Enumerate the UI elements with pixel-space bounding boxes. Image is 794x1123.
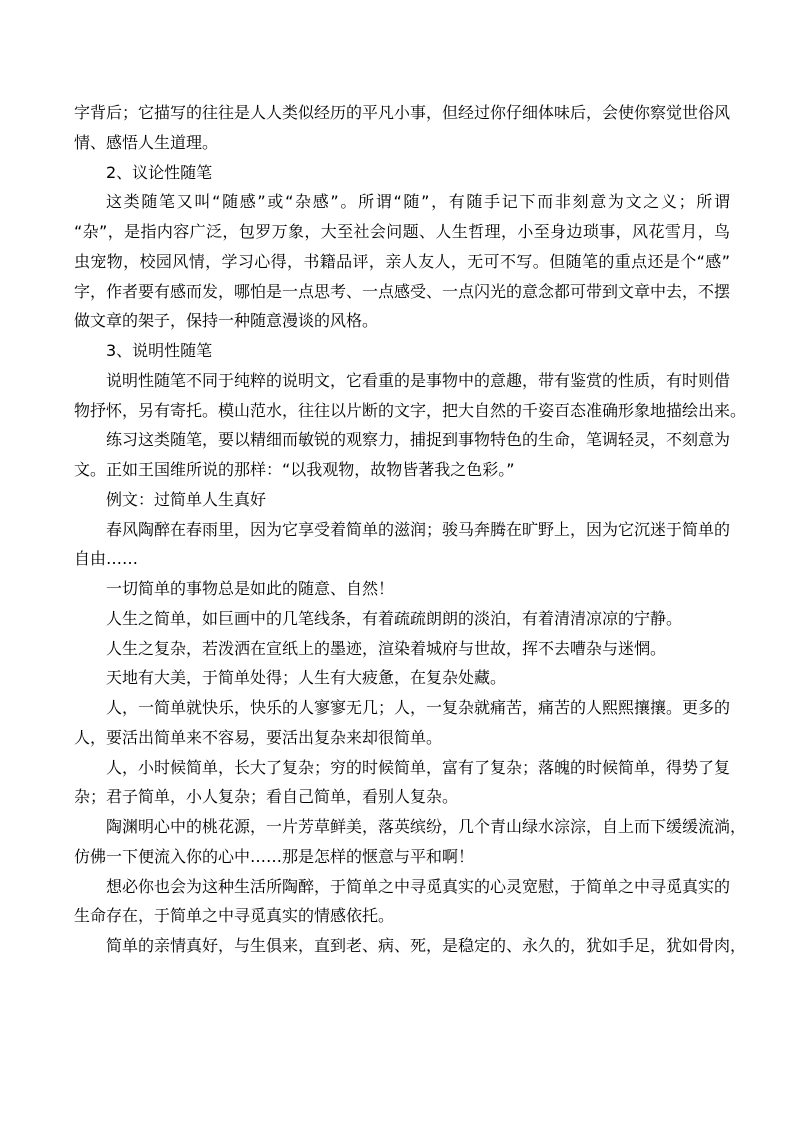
section-heading: 2、议论性随笔	[106, 162, 213, 182]
text-line: 说明性随笔不同于纯粹的说明文，它看重的是事物中的意趣，带有鉴赏的性质，有时则借	[106, 370, 731, 390]
example-title: 例文：过简单人生真好	[106, 489, 267, 509]
text-line: 人，小时候简单，长大了复杂；穷的时候简单，富有了复杂；落魄的时候简单，得势了复	[106, 757, 731, 777]
text-line: 仿佛一下便流入你的心中……那是怎样的惬意与平和啊！	[74, 846, 475, 866]
section-heading: 3、说明性随笔	[106, 341, 213, 360]
text-line: 自由……	[74, 549, 139, 569]
document-body	[74, 98, 747, 961]
text-line: 人，要活出简单来不容易，要活出复杂来却很简单。	[74, 727, 443, 747]
text-line: 虫宠物，校园风情，学习心得，书籍品评，亲人友人，无可不写。但随笔的重点还是个“感”	[74, 251, 730, 271]
text-line: 字背后；它描写的往往是人人类似经历的平凡小事，但经过你仔细体味后，会使你察觉世俗风	[74, 103, 731, 122]
text-line: 情、感悟人生道理。	[74, 132, 219, 152]
text-line: 一切简单的事物总是如此的随意、自然！	[106, 579, 395, 598]
text-line: 做文章的架子，保持一种随意漫谈的风格。	[74, 311, 379, 331]
text-line: 天地有大美，于简单处得；人生有大疲惫，在复杂处藏。	[106, 668, 507, 688]
text-line: 生命存在，于简单之中寻觅真实的情感依托。	[74, 906, 395, 926]
text-line: 练习这类随笔，要以精细而敏锐的观察力，捕捉到事物特色的生命，笔调轻灵，不刻意为	[106, 430, 731, 450]
text-line: 人，一简单就快乐，快乐的人寥寥无几；人，一复杂就痛苦，痛苦的人熙熙攘攘。更多的	[106, 698, 731, 717]
text-line: 字，作者要有感而发，哪怕是一点思考、一点感受、一点闪光的意念都可带到文章中去，不摆	[74, 281, 731, 301]
text-line: 人生之简单，如巨画中的几笔线条，有着疏疏朗朗的淡泊，有着清清凉凉的宁静。	[106, 608, 683, 628]
text-line: 想必你也会为这种生活所陶醉，于简单之中寻觅真实的心灵宽慰，于简单之中寻觅真实的	[106, 876, 731, 896]
text-line: 物抒怀，另有寄托。模山范水，往往以片断的文字，把大自然的千姿百态准确形象地描绘出来。	[74, 400, 747, 420]
text-line: 杂；君子简单，小人复杂；看自己简单，看别人复杂。	[74, 787, 459, 807]
text-line: 简单的亲情真好，与生俱来，直到老、病、死，是稳定的、永久的，犹如手足，犹如骨肉，	[106, 936, 747, 955]
text-line: “杂”，是指内容广泛，包罗万象，大至社会问题、人生哲理，小至身边琐事，风花雪月，鸟	[74, 222, 730, 241]
text-line: 人生之复杂，若泼洒在宣纸上的墨迹，渲染着城府与世故，挥不去嘈杂与迷惘。	[106, 638, 667, 658]
text-line: 文。正如王国维所说的那样：“以我观物，故物皆著我之色彩。”	[74, 460, 515, 479]
text-line: 这类随笔又叫“随感”或“杂感”。所谓“随”，有随手记下而非刻意为文之义；所谓	[106, 192, 730, 212]
text-line: 陶渊明心中的桃花源，一片芳草鲜美，落英缤纷，几个青山绿水淙淙，自上而下缓缓流淌，	[106, 817, 747, 836]
text-line: 春风陶醉在春雨里，因为它享受着简单的滋润；骏马奔腾在旷野上，因为它沉迷于简单的	[106, 519, 731, 539]
